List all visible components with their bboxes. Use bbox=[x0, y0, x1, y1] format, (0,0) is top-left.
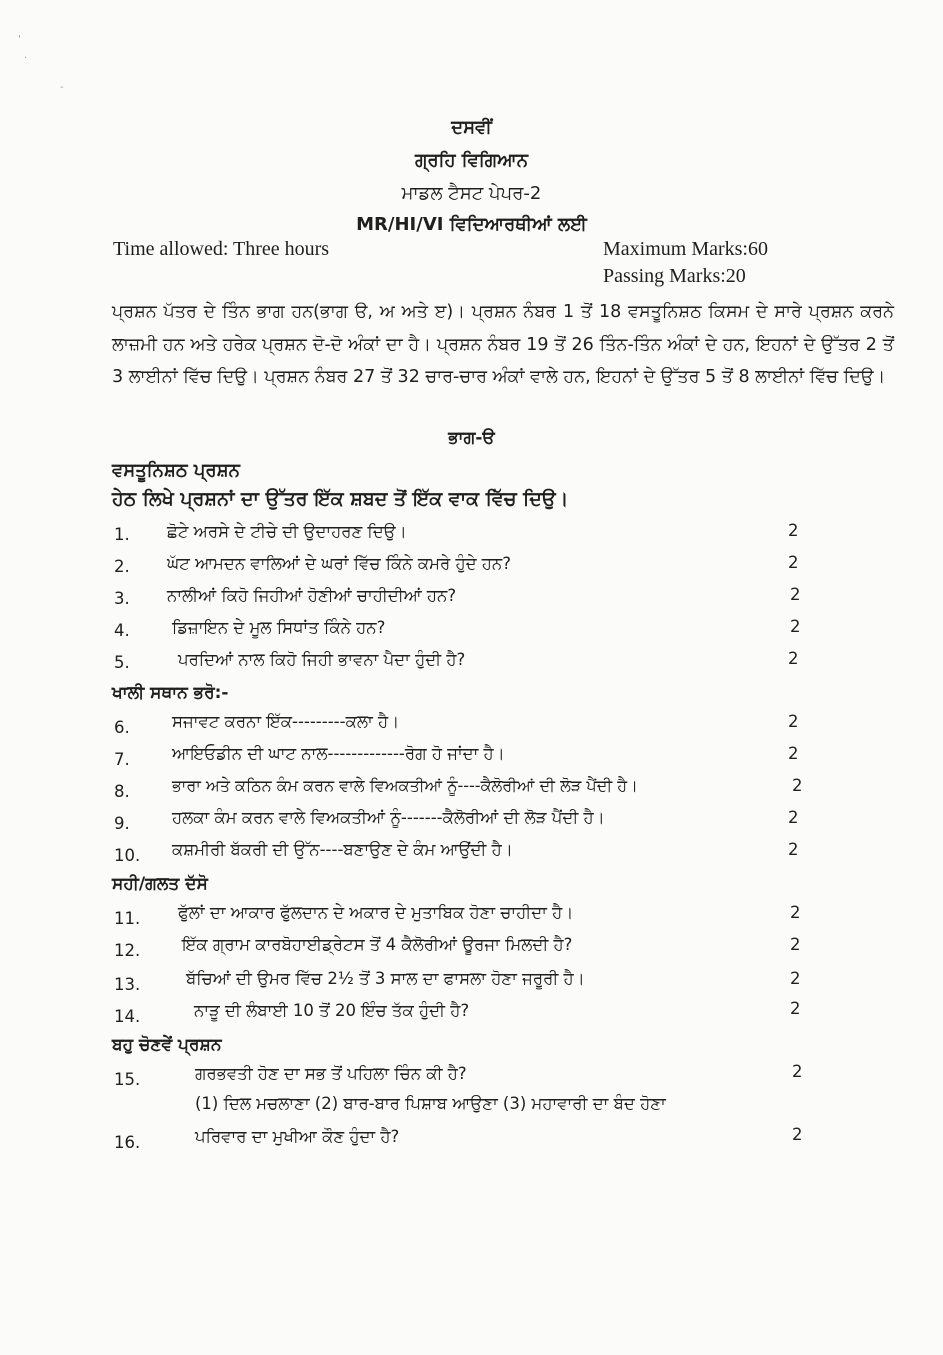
question-number: 14. bbox=[114, 1007, 141, 1026]
question-text: ਪਰਦਿਆਂ ਨਾਲ ਕਿਹੋ ਜਿਹੀ ਭਾਵਨਾ ਪੈਦਾ ਹੁੰਦੀ ਹੈ? bbox=[178, 650, 466, 669]
question-marks: 2 bbox=[790, 969, 801, 988]
question-marks: 2 bbox=[790, 935, 801, 954]
question-marks: 2 bbox=[790, 585, 801, 604]
question-marks: 2 bbox=[788, 712, 799, 731]
question-text: ਸਜਾਵਟ ਕਰਨਾ ਇੱਕ---------ਕਲਾ ਹੈ। bbox=[172, 712, 400, 731]
section-fill-blanks: ਖਾਲੀ ਸਥਾਨ ਭਰੋ:- bbox=[112, 683, 229, 703]
question-marks: 2 bbox=[788, 808, 799, 827]
question-number: 2. bbox=[114, 557, 130, 576]
question-text: ਪਰਿਵਾਰ ਦਾ ਮੁਖੀਆ ਕੌਣ ਹੁੰਦਾ ਹੈ? bbox=[195, 1127, 400, 1146]
question-number: 12. bbox=[114, 941, 141, 960]
question-text: ਨਾਲੀਆਂ ਕਿਹੋ ਜਿਹੀਆਂ ਹੋਣੀਆਂ ਚਾਹੀਦੀਆਂ ਹਨ? bbox=[167, 586, 457, 605]
question-marks: 2 bbox=[788, 649, 799, 668]
question-text: ਆਇਓਡੀਨ ਦੀ ਘਾਟ ਨਾਲ-------------ਰੋਗ ਹੋ ਜਾਂਦਾ ਹੈ। bbox=[172, 744, 505, 763]
question-marks: 2 bbox=[788, 553, 799, 572]
question-number: 16. bbox=[114, 1133, 141, 1152]
question-text: ਇੱਕ ਗ੍ਰਾਮ ਕਾਰਬੋਹਾਈਡ੍ਰੇਟਸ ਤੋਂ 4 ਕੈਲੋਰੀਆਂ ਊਰਜਾ ਮਿਲਦੀ ਹੈ? bbox=[182, 935, 573, 954]
section-objective: ਵਸਤੂਨਿਸ਼ਠ ਪ੍ਰਸ਼ਨ bbox=[112, 460, 240, 481]
question-15-options: (1) ਦਿਲ ਮਚਲਾਣਾ (2) ਬਾਰ-ਬਾਰ ਪਿਸ਼ਾਬ ਆਉਣਾ (3) ਮਹਾਵਾਰੀ ਦਾ ਬੰਦ ਹੋਣਾ bbox=[195, 1094, 666, 1113]
scan-mark: . bbox=[24, 50, 28, 61]
question-number: 5. bbox=[114, 653, 130, 672]
audience-title: MR/HI/VI ਵਿਦਿਆਰਥੀਆਂ ਲਈ bbox=[356, 214, 587, 235]
question-marks: 2 bbox=[788, 521, 799, 540]
time-allowed: Time allowed: Three hours bbox=[113, 238, 330, 260]
question-marks: 2 bbox=[788, 744, 799, 763]
question-number: 8. bbox=[114, 782, 130, 801]
question-text: ਭਾਰਾ ਅਤੇ ਕਠਿਨ ਕੰਮ ਕਰਨ ਵਾਲੇ ਵਿਅਕਤੀਆਂ ਨੂੰ----ਕੈਲੋਰੀਆਂ ਦੀ ਲੋੜ ਪੈਂਦੀ ਹੈ। bbox=[172, 776, 638, 795]
question-marks: 2 bbox=[790, 999, 801, 1018]
question-number: 10. bbox=[114, 846, 141, 865]
subject-title: ਗ੍ਰਹਿ ਵਿਗਿਆਨ bbox=[414, 150, 529, 171]
question-number: 1. bbox=[114, 525, 130, 544]
scan-mark: - bbox=[60, 82, 64, 93]
question-number: 6. bbox=[114, 718, 130, 737]
section-true-false: ਸਹੀ/ਗਲਤ ਦੱਸੋ bbox=[112, 874, 208, 894]
question-number: 9. bbox=[114, 814, 130, 833]
scan-mark: ' bbox=[18, 34, 21, 45]
question-text: ਫੁੱਲਾਂ ਦਾ ਆਕਾਰ ਫੁੱਲਦਾਨ ਦੇ ਅਕਾਰ ਦੇ ਮੁਤਾਬਿਕ ਹੋਣਾ ਚਾਹੀਦਾ ਹੈ। bbox=[178, 903, 574, 922]
question-number: 4. bbox=[114, 621, 130, 640]
part-title: ਭਾਗ-ੳ bbox=[448, 428, 495, 448]
paper-title: ਮਾਡਲ ਟੈਸਟ ਪੇਪਰ-2 bbox=[401, 183, 542, 204]
passing-marks: Passing Marks:20 bbox=[603, 265, 746, 287]
question-text: ਗਰਭਵਤੀ ਹੋਣ ਦਾ ਸਭ ਤੋਂ ਪਹਿਲਾ ਚਿੰਨ ਕੀ ਹੈ? bbox=[195, 1064, 467, 1083]
section-objective-instruction: ਹੇਠ ਲਿਖੇ ਪ੍ਰਸ਼ਨਾਂ ਦਾ ਉੱਤਰ ਇੱਕ ਸ਼ਬਦ ਤੋਂ ਇੱਕ ਵਾਕ ਵਿੱਚ ਦਿਉ। bbox=[112, 488, 569, 510]
question-text: ਹਲਕਾ ਕੰਮ ਕਰਨ ਵਾਲੇ ਵਿਅਕਤੀਆਂ ਨੂੰ-------ਕੈਲੋਰੀਆਂ ਦੀ ਲੋੜ ਪੈਂਦੀ ਹੈ। bbox=[172, 808, 605, 827]
question-marks: 2 bbox=[792, 1125, 803, 1144]
section-mcq: ਬਹੁ ਚੋਣਵੇਂ ਪ੍ਰਸ਼ਨ bbox=[112, 1035, 222, 1055]
question-marks: 2 bbox=[790, 617, 801, 636]
maximum-marks: Maximum Marks:60 bbox=[603, 238, 768, 260]
question-text: ਬੱਚਿਆਂ ਦੀ ਉਮਰ ਵਿੱਚ 2½ ਤੋਂ 3 ਸਾਲ ਦਾ ਫਾਸਲਾ ਹੋਣਾ ਜਰੂਰੀ ਹੈ। bbox=[186, 969, 585, 988]
class-title: ਦਸਵੀਂ bbox=[451, 117, 492, 138]
question-text: ਕਸ਼ਮੀਰੀ ਬੱਕਰੀ ਦੀ ਉੱਨ----ਬਣਾਉਣ ਦੇ ਕੰਮ ਆਉਂਦੀ ਹੈ। bbox=[172, 840, 513, 859]
question-marks: 2 bbox=[790, 903, 801, 922]
question-text: ਨਾੜੂ ਦੀ ਲੰਬਾਈ 10 ਤੋਂ 20 ਇੰਚ ਤੱਕ ਹੁੰਦੀ ਹੈ? bbox=[194, 1001, 470, 1020]
question-marks: 2 bbox=[788, 840, 799, 859]
question-number: 15. bbox=[114, 1070, 141, 1089]
question-text: ਛੋਟੇ ਅਰਸੇ ਦੇ ਟੀਚੇ ਦੀ ਉਦਾਹਰਣ ਦਿਉ। bbox=[167, 522, 407, 541]
question-number: 7. bbox=[114, 750, 130, 769]
question-number: 3. bbox=[114, 589, 130, 608]
question-number: 13. bbox=[114, 975, 141, 994]
question-marks: 2 bbox=[792, 776, 803, 795]
question-marks: 2 bbox=[792, 1062, 803, 1081]
question-text: ਡਿਜ਼ਾਇਨ ਦੇ ਮੂਲ ਸਿਧਾਂਤ ਕਿੰਨੇ ਹਨ? bbox=[172, 618, 386, 637]
question-text: ਘੱਟ ਆਮਦਨ ਵਾਲਿਆਂ ਦੇ ਘਰਾਂ ਵਿੱਚ ਕਿੰਨੇ ਕਮਰੇ ਹੁੰਦੇ ਹਨ? bbox=[167, 554, 511, 573]
instructions-paragraph: ਪ੍ਰਸ਼ਨ ਪੱਤਰ ਦੇ ਤਿੰਨ ਭਾਗ ਹਨ(ਭਾਗ ੳ, ਅ ਅਤੇ ੲ)। ਪ੍ਰਸ਼ਨ ਨੰਬਰ 1 ਤੋਂ 18 ਵਸਤੂਨਿਸ਼ਠ ਕਿਸਮ ਦੇ ਸਾਰੇ ਪ੍ਰਸ਼ਨ ਕਰਨੇ ਲਾਜ਼ਮੀ ਹਨ ਅਤੇ ਹਰੇਕ ਪ੍ਰਸ਼ਨ ਦੋ-ਦੋ ਅੰਕਾਂ ਦਾ ਹੈ। ਪ੍ਰਸ਼ਨ ਨੰਬਰ 19 ਤੋਂ 26 ਤਿੰਨ-ਤਿੰਨ ਅੰਕਾਂ ਦੇ ਹਨ, ਇਹਨਾਂ ਦੇ ਉੱਤਰ 2 ਤੋਂ 3 ਲਾਈਨਾਂ ਵਿੱਚ ਦਿਉ। ਪ੍ਰਸ਼ਨ ਨੰਬਰ 27 ਤੋਂ 32 ਚਾਰ-ਚਾਰ ਅੰਕਾਂ ਵਾਲੇ ਹਨ, ਇਹਨਾਂ ਦੇ ਉੱਤਰ 5 ਤੋਂ 8 ਲਾਈਨਾਂ ਵਿੱਚ ਦਿਉ। bbox=[112, 302, 894, 387]
question-number: 11. bbox=[114, 909, 141, 928]
